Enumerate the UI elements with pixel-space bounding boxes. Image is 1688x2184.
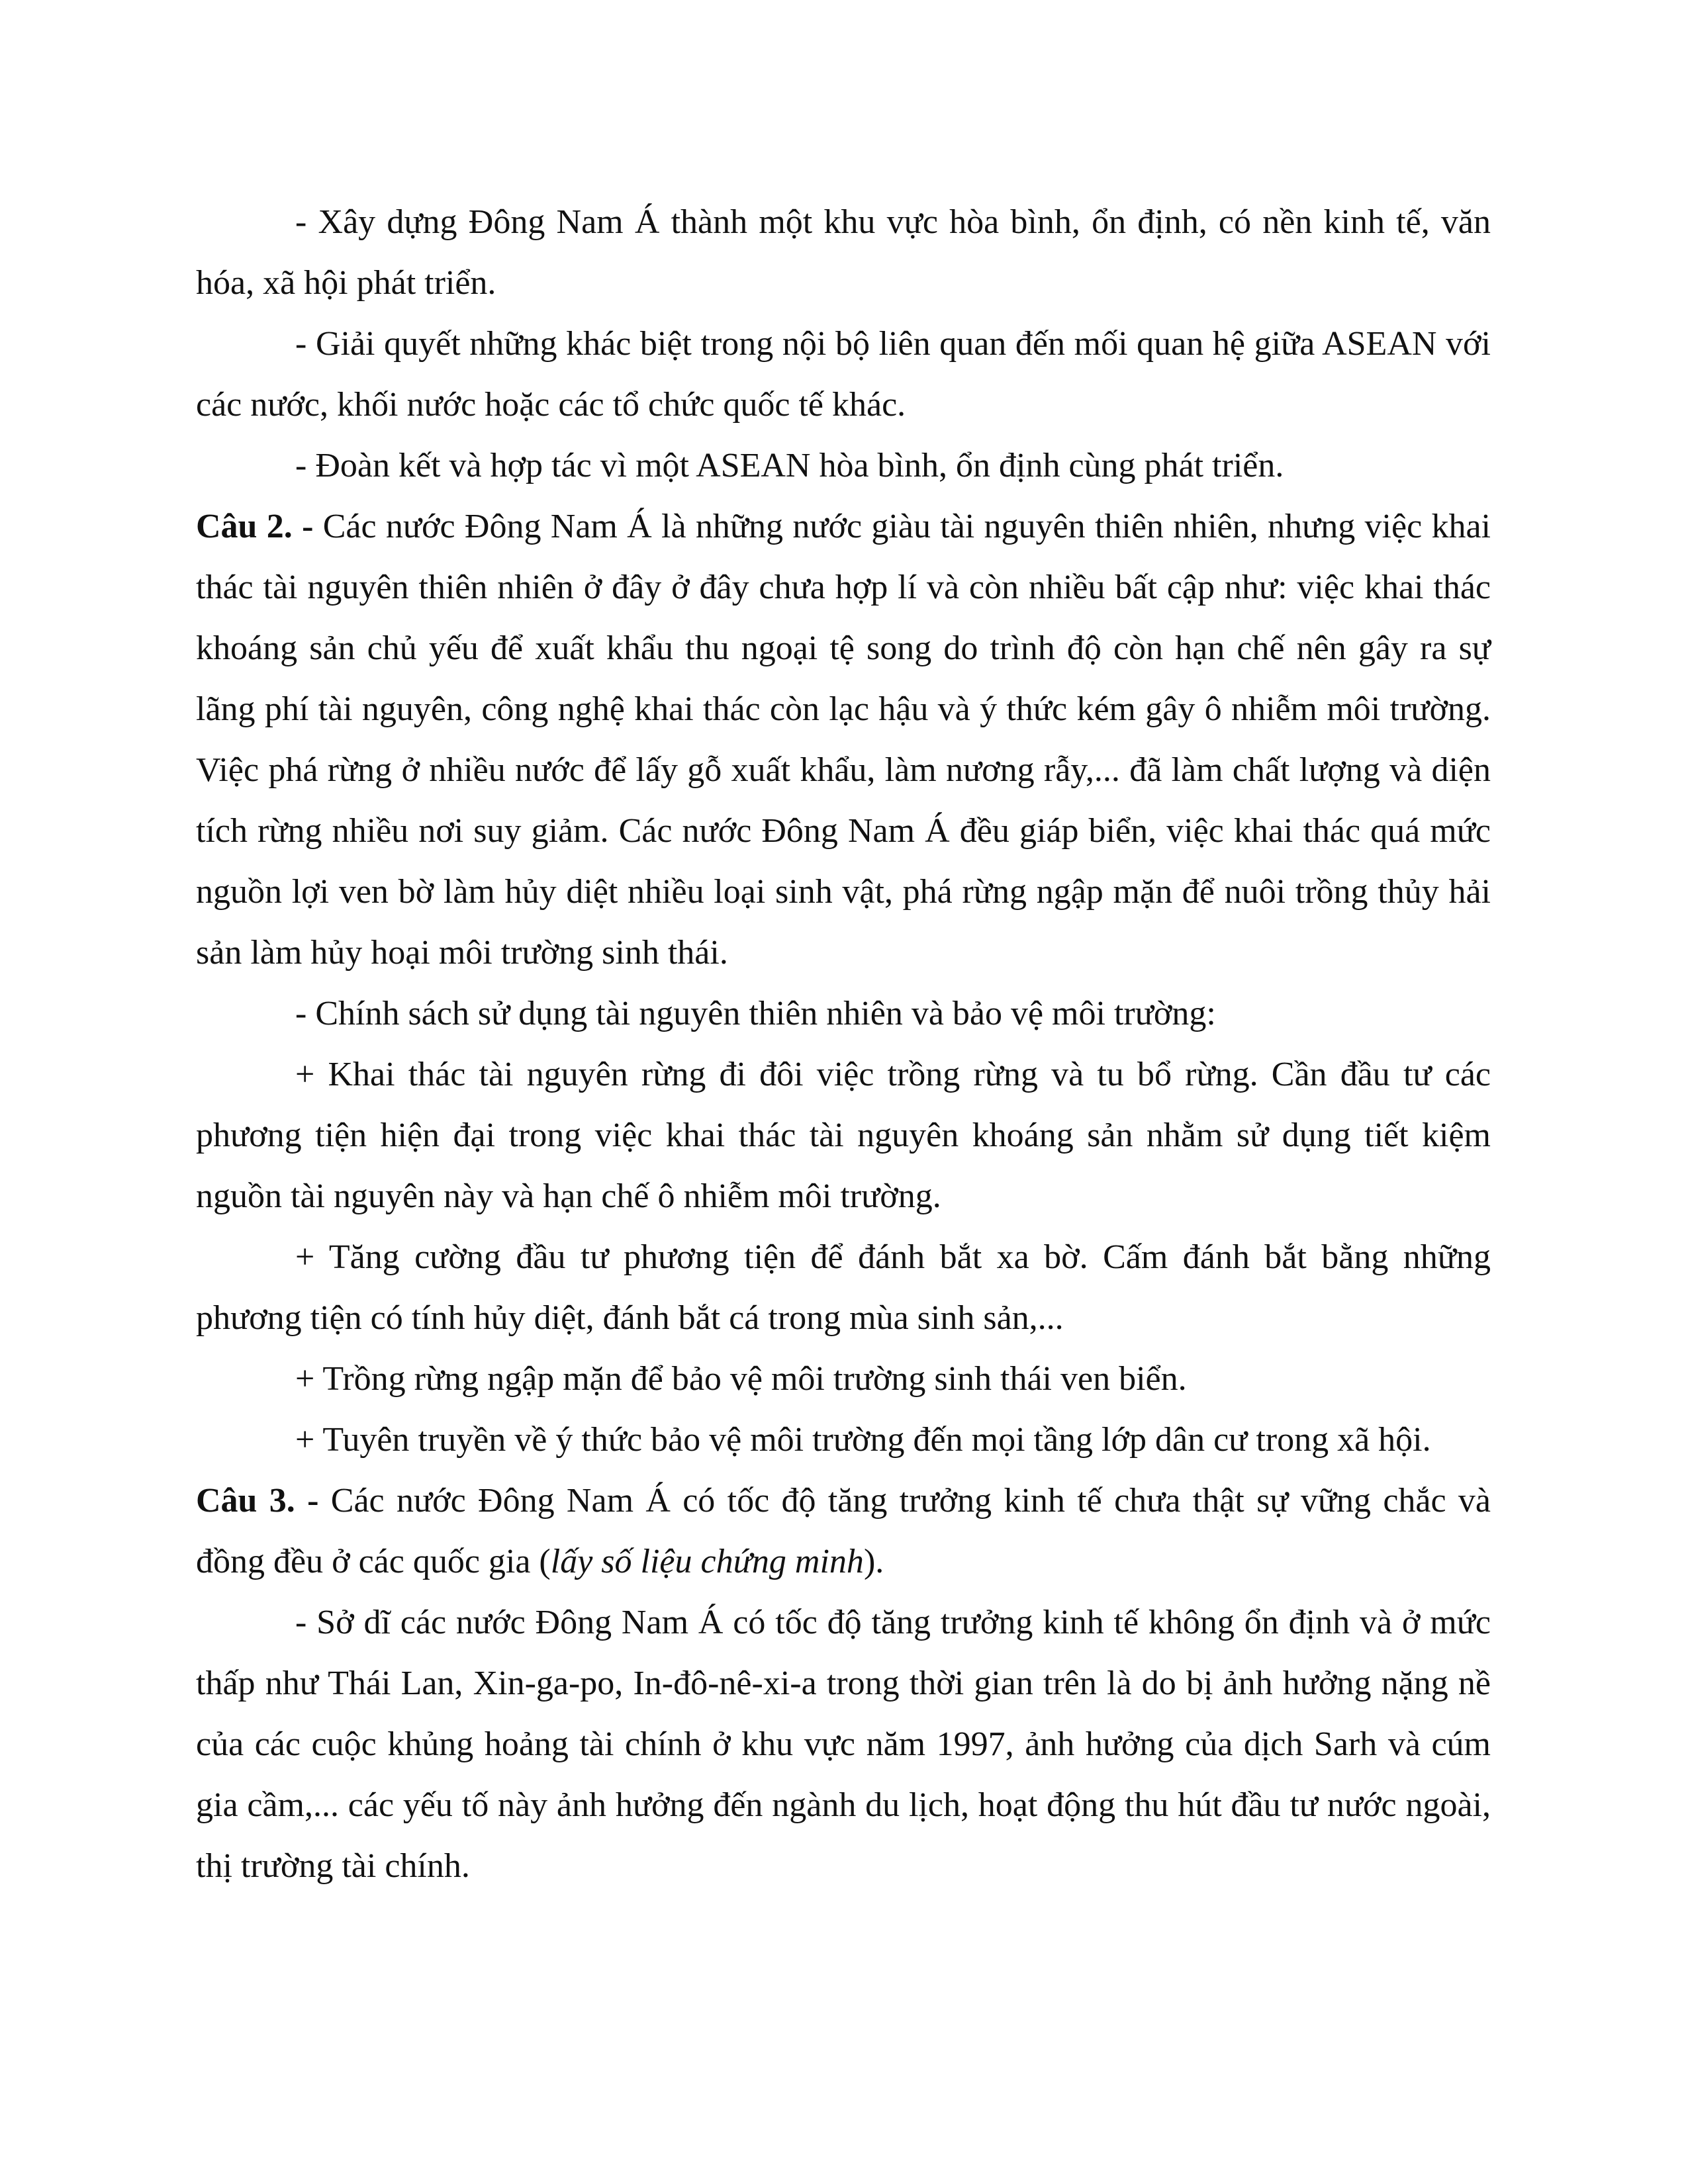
paragraph-policy-fishing: + Tăng cường đầu tư phương tiện để đánh bắt xa bờ. Cấm đánh bắt bằng những phương tiện có tính hủy diệt, đánh bắt cá trong mùa sinh sản,... <box>196 1238 1491 1337</box>
question-3-paragraph <box>196 1471 1491 1592</box>
paragraph-asean-goal-2: - Giải quyết những khác biệt trong nội bộ liên quan đến mối quan hệ giữa ASEAN với các nước, khối nước hoặc các tổ chức quốc tế khác. <box>196 325 1491 424</box>
question-3-text-end: ). <box>863 1543 884 1580</box>
question-2-paragraph <box>196 496 1491 983</box>
document-page <box>196 192 1491 1897</box>
question-3-label: Câu 3. - <box>196 1482 319 1520</box>
paragraph-growth-reason: - Sở dĩ các nước Đông Nam Á có tốc độ tăng trưởng kinh tế không ổn định và ở mức thấp như Thái Lan, Xin-ga-po, In-đô-nê-xi-a trong thời gian trên là do bị ảnh hưởng nặng nề của các cuộc khủng hoảng tài chính ở khu vực năm 1997, ảnh hưởng của dịch Sarh và cúm gia cầm,... các yếu tố này ảnh hưởng đến ngành du lịch, hoạt động thu hút đầu tư nước ngoài, thị trường tài chính. <box>196 1604 1491 1885</box>
question-3-text: Các nước Đông Nam Á có tốc độ tăng trưởng kinh tế chưa thật sự vững chắc và đồng đều ở các quốc gia ( <box>196 1482 1491 1580</box>
question-2-text: Các nước Đông Nam Á là những nước giàu tài nguyên thiên nhiên, nhưng việc khai thác tài nguyên thiên nhiên ở đây ở đây chưa hợp lí và còn nhiều bất cập như: việc khai thác khoáng sản chủ yếu để xuất khẩu thu ngoại tệ song do trình độ còn hạn chế nên gây ra sự lãng phí tài nguyên, công nghệ khai thác còn lạc hậu và ý thức kém gây ô nhiễm môi trường. Việc phá rừng ở nhiều nước để lấy gỗ xuất khẩu, làm nương rẫy,... đã làm chất lượng và diện tích rừng nhiều nơi suy giảm. Các nước Đông Nam Á đều giáp biển, việc khai thác quá mức nguồn lợi ven bờ làm hủy diệt nhiều loại sinh vật, phá rừng ngập mặn để nuôi trồng thủy hải sản làm hủy hoại môi trường sinh thái. <box>196 508 1491 972</box>
paragraph-policy-heading: - Chính sách sử dụng tài nguyên thiên nhiên và bảo vệ môi trường: <box>295 995 1216 1032</box>
paragraph-asean-goal-3: - Đoàn kết và hợp tác vì một ASEAN hòa bình, ổn định cùng phát triển. <box>295 447 1284 484</box>
paragraph-asean-goal-1: - Xây dựng Đông Nam Á thành một khu vực hòa bình, ổn định, có nền kinh tế, văn hóa, xã hội phát triển. <box>196 203 1491 302</box>
paragraph-policy-awareness: + Tuyên truyền về ý thức bảo vệ môi trường đến mọi tầng lớp dân cư trong xã hội. <box>295 1421 1431 1459</box>
question-3-italic-note: lấy số liệu chứng minh <box>550 1543 864 1580</box>
paragraph-policy-mangrove: + Trồng rừng ngập mặn để bảo vệ môi trường sinh thái ven biển. <box>295 1360 1187 1398</box>
question-2-label: Câu 2. - <box>196 508 314 545</box>
paragraph-policy-forest: + Khai thác tài nguyên rừng đi đôi việc trồng rừng và tu bổ rừng. Cần đầu tư các phương tiện hiện đại trong việc khai thác tài nguyên khoáng sản nhằm sử dụng tiết kiệm nguồn tài nguyên này và hạn chế ô nhiễm môi trường. <box>196 1056 1491 1215</box>
